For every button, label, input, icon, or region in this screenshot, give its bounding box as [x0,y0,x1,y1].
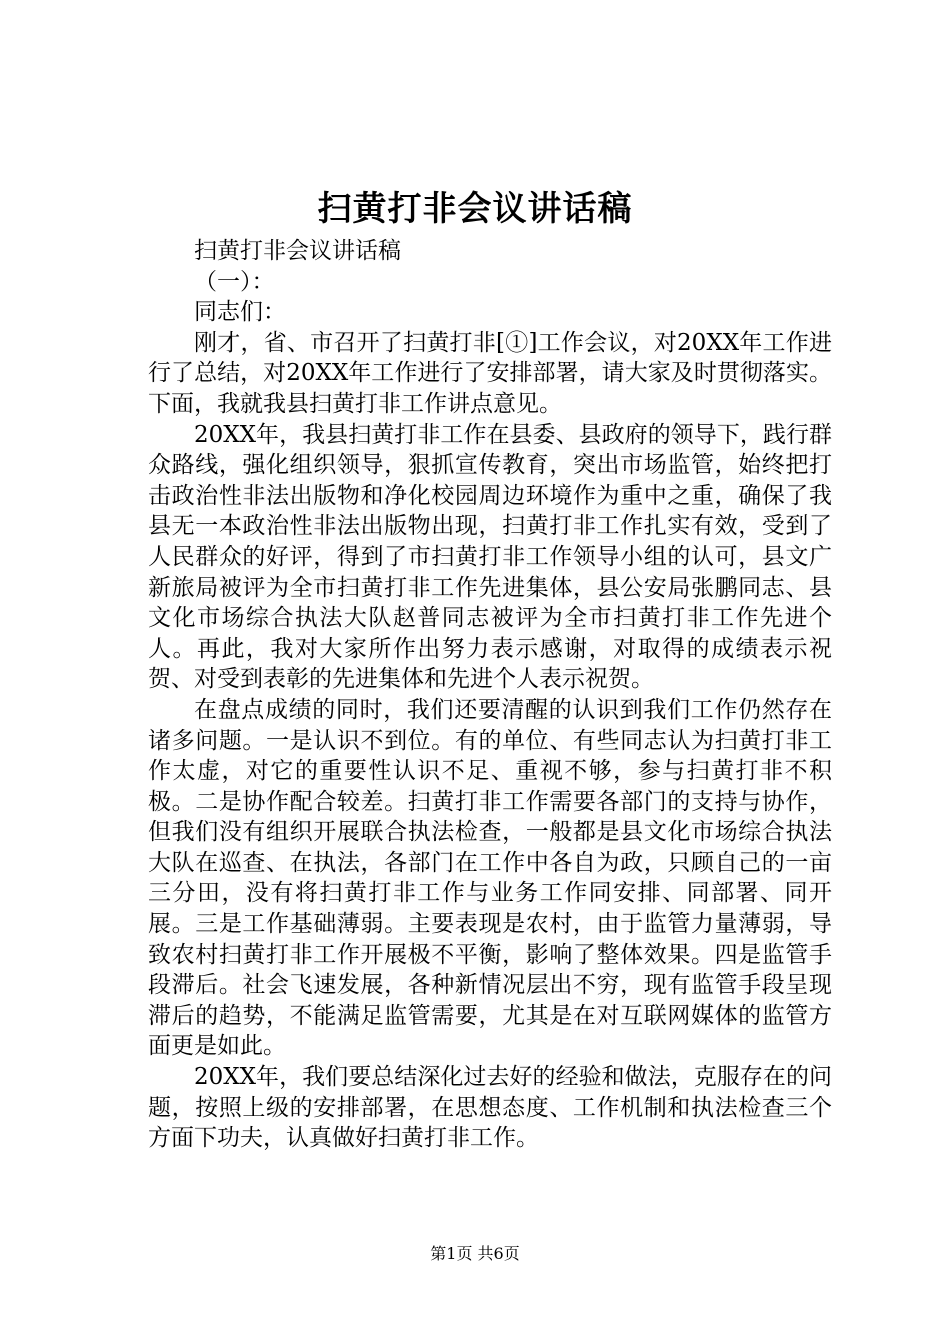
document-title: 扫黄打非会议讲话稿 [317,189,633,229]
paragraph-plan: 20XX年，我们要总结深化过去好的经验和做法，克服存在的问题，按照上级的安排部署，在思想态度、工作机制和执法检查三个方面下功夫，认真做好扫黄打非工作。 [148,1064,832,1152]
document-body [148,236,832,1154]
paragraph-problems: 在盘点成绩的同时，我们还要清醒的认识到我们工作仍然存在诸多问题。一是认识不到位。有的单位、有些同志认为扫黄打非工作太虚，对它的重要性认识不足、重视不够，参与扫黄打非不积极。二是协作配合较差。扫黄打非工作需要各部门的支持与协作，但我们没有组织开展联合执法检查，一般都是县文化市场综合执法大队在巡查、在执法，各部门在工作中各自为政，只顾自己的一亩三分田，没有将扫黄打非工作与业务工作同安排、同部署、同开展。三是工作基础薄弱。主要表现是农村，由于监管力量薄弱，导致农村扫黄打非工作开展极不平衡，影响了整体效果。四是监管手段滞后。社会飞速发展，各种新情况层出不穷，现有监管手段呈现滞后的趋势，不能满足监管需要，尤其是在对互联网媒体的监管方面更是如此。 [148,696,832,1060]
paragraph-intro: 刚才，省、市召开了扫黄打非[①]工作会议，对20XX年工作进行了总结，对20XX年工作进行了安排部署，请大家及时贯彻落实。下面，我就我县扫黄打非工作讲点意见。 [148,329,832,417]
paragraph-achievements: 20XX年，我县扫黄打非工作在县委、县政府的领导下，践行群众路线，强化组织领导，狠抓宣传教育，突出市场监管，始终把打击政治性非法出版物和净化校园周边环境作为重中之重，确保了我县无一本政治性非法出版物出现，扫黄打非工作扎实有效，受到了人民群众的好评，得到了市扫黄打非工作领导小组的认可，县文广新旅局被评为全市扫黄打非工作先进集体，县公安局张鹏同志、县文化市场综合执法大队赵普同志被评为全市扫黄打非工作先进个人。再此，我对大家所作出努力表示感谢，对取得的成绩表示祝贺、对受到表彰的先进集体和先进个人表示祝贺。 [148,421,832,693]
paragraph-salutation: 同志们： [194,299,286,326]
page-number-footer: 第1页 共6页 [430,1244,520,1263]
paragraph-subtitle: 扫黄打非会议讲话稿 [194,238,401,264]
paragraph-section-number: （一）： [194,268,275,295]
